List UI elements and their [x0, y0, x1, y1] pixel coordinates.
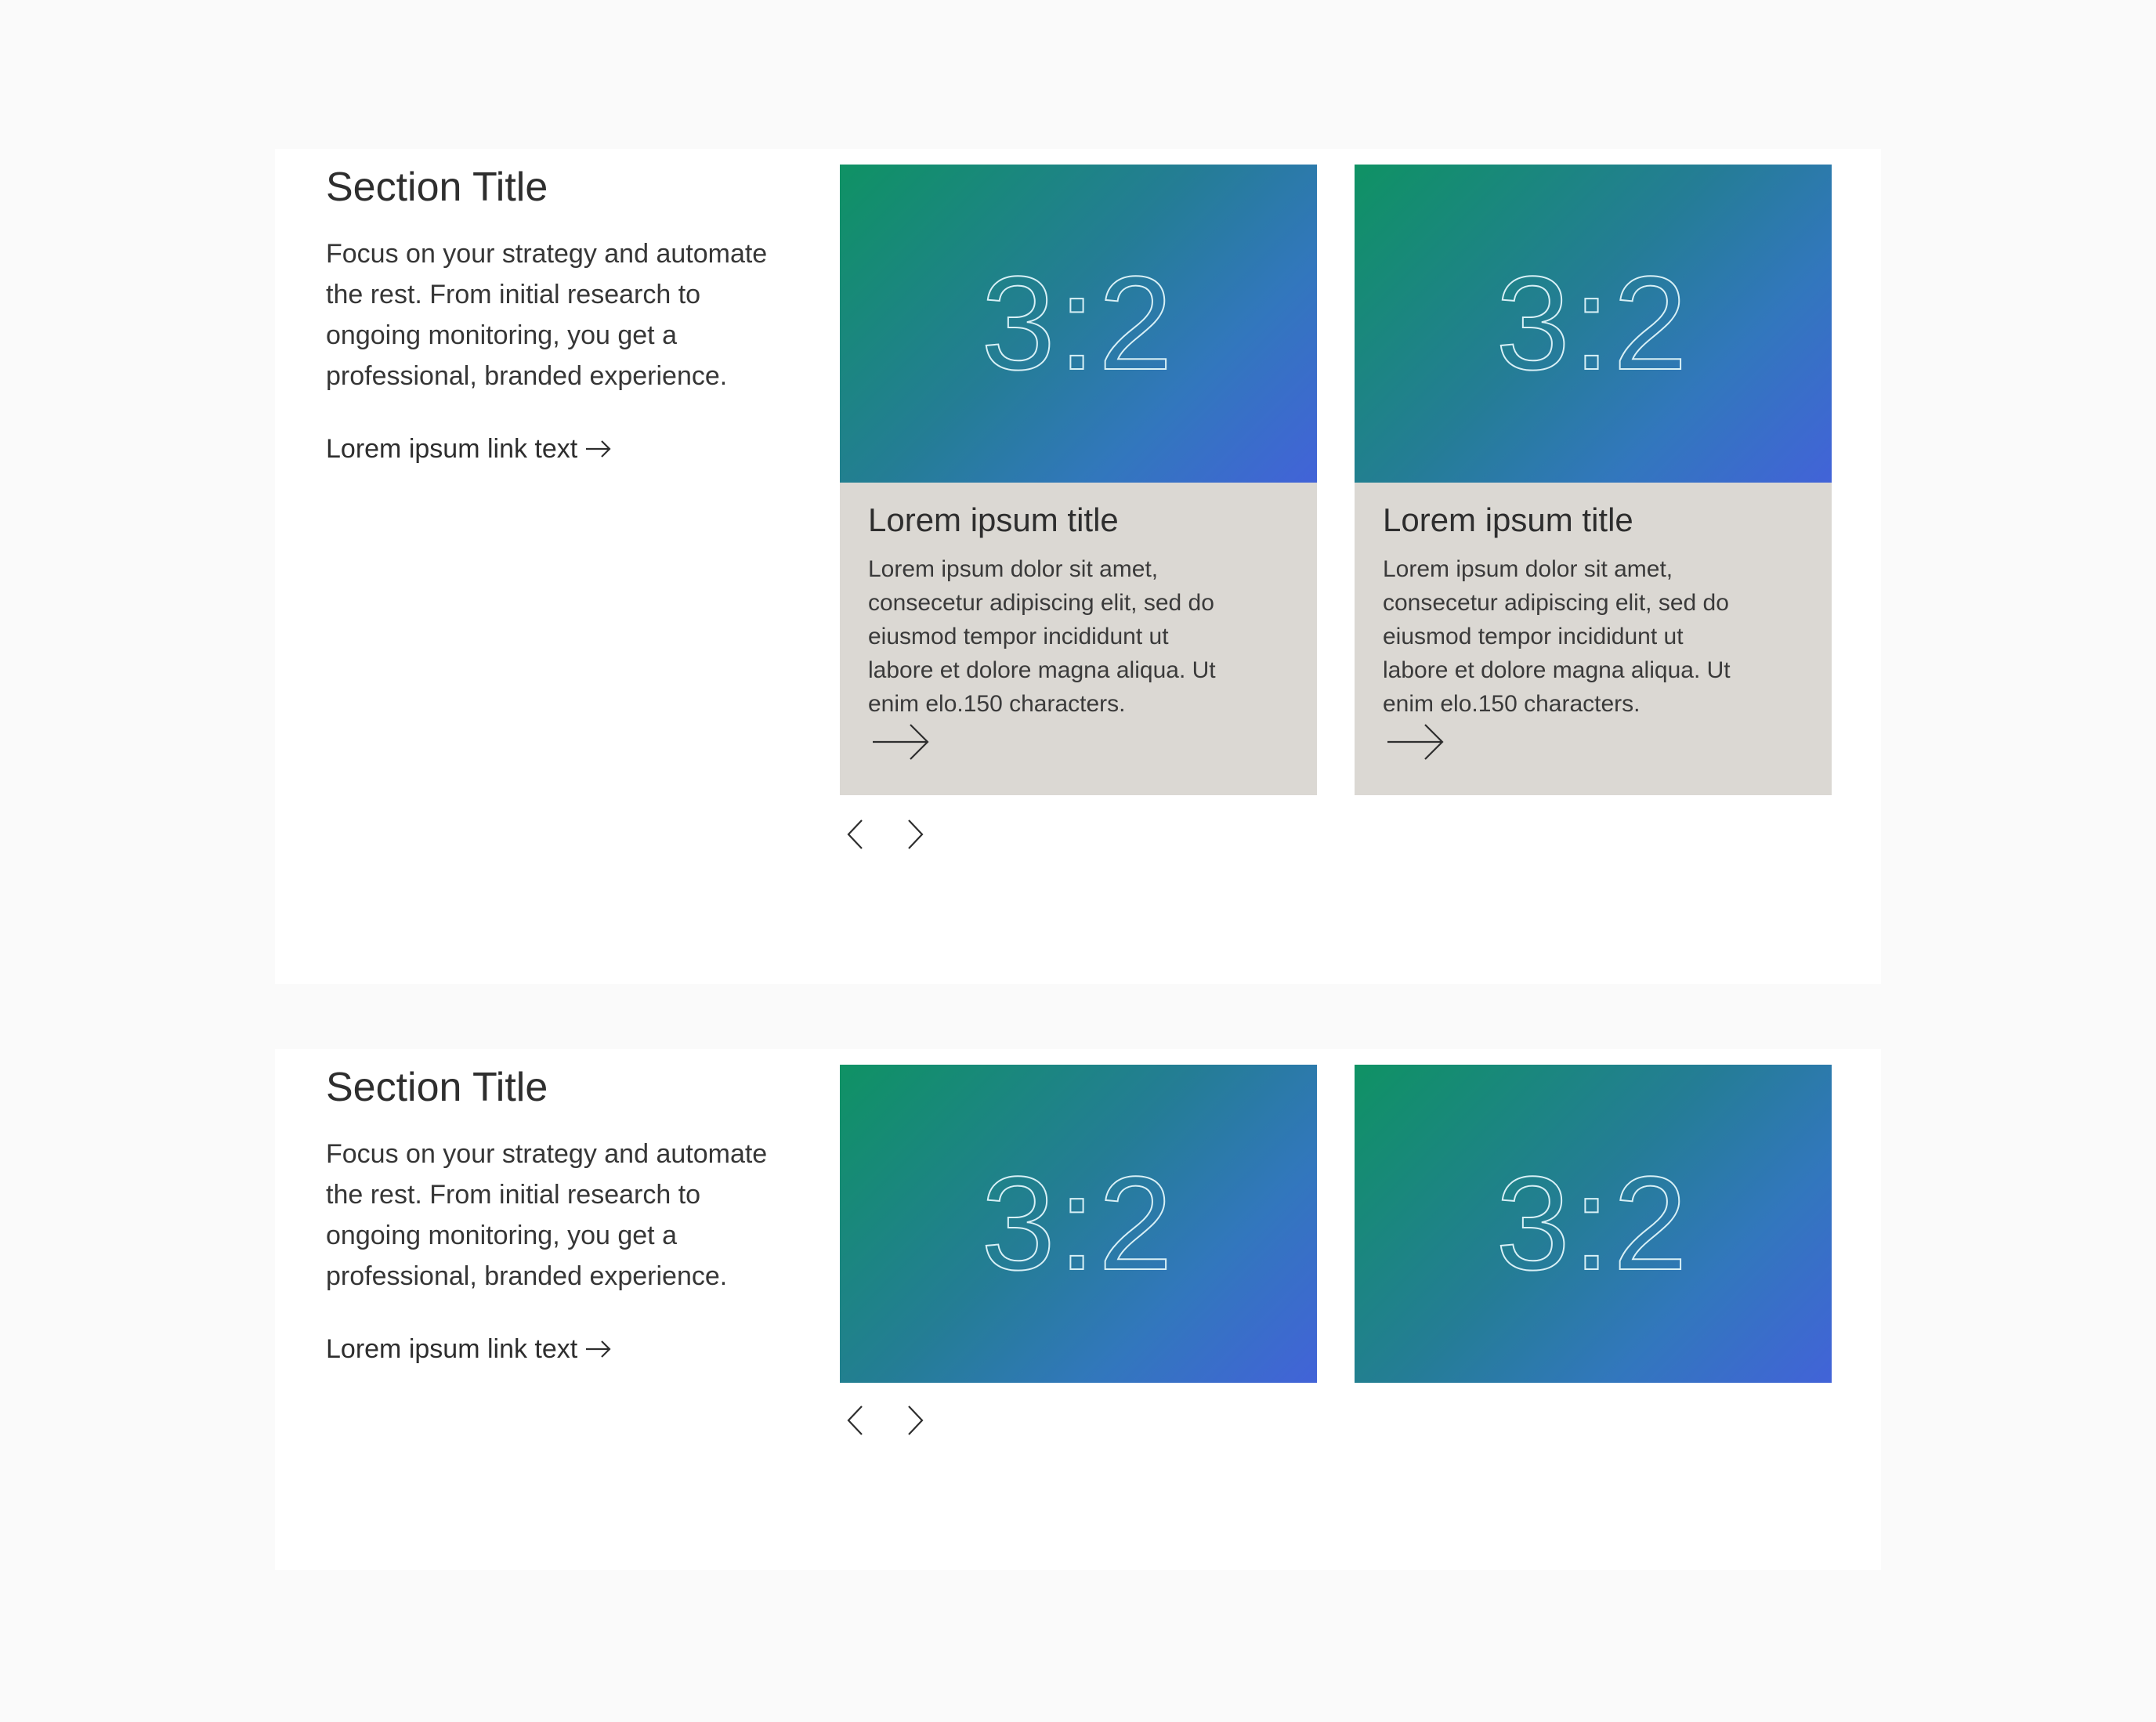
card-body — [1355, 483, 1832, 721]
arrow-right-icon[interactable] — [1386, 722, 1445, 762]
card-image-placeholder — [840, 1065, 1317, 1383]
card[interactable] — [840, 165, 1317, 795]
carousel-nav — [840, 816, 931, 852]
section-link[interactable] — [326, 434, 612, 465]
carousel-next-button[interactable] — [901, 1402, 931, 1438]
carousel-prev-button[interactable] — [840, 1402, 870, 1438]
section-link-label: Lorem ipsum link text — [326, 1333, 578, 1364]
chevron-right-icon — [907, 819, 924, 850]
carousel-prev-button[interactable] — [840, 816, 870, 852]
aspect-ratio-label: 3:2 — [1496, 1149, 1691, 1298]
section-intro — [326, 1065, 796, 1365]
content-section-2 — [275, 1049, 1881, 1570]
card-image[interactable] — [1355, 1065, 1832, 1383]
chevron-right-icon — [907, 1405, 924, 1436]
card-image-placeholder — [1355, 1065, 1832, 1383]
section-description: Focus on your strategy and automate the rest. From initial research to ongoing monitoring, you get a professional, branded experience. — [326, 1138, 768, 1291]
arrow-right-icon[interactable] — [871, 722, 931, 762]
aspect-ratio-label: 3:2 — [981, 1149, 1176, 1298]
carousel-next-button[interactable] — [901, 816, 931, 852]
section-title: Section Title — [326, 165, 548, 210]
card-image[interactable] — [840, 1065, 1317, 1383]
card-title: Lorem ipsum title — [868, 501, 1119, 538]
section-link[interactable] — [326, 1334, 612, 1365]
card-body — [840, 483, 1317, 721]
aspect-ratio-label: 3:2 — [981, 249, 1176, 398]
chevron-left-icon — [846, 1405, 863, 1436]
section-description: Focus on your strategy and automate the rest. From initial research to ongoing monitoring, you get a professional, branded experience. — [326, 238, 768, 391]
section-intro — [326, 165, 796, 465]
section-link-label: Lorem ipsum link text — [326, 433, 578, 464]
aspect-ratio-label: 3:2 — [1496, 249, 1691, 398]
card-image-placeholder — [1355, 165, 1832, 483]
card[interactable] — [1355, 165, 1832, 795]
arrow-right-icon — [585, 1340, 612, 1358]
carousel-nav — [840, 1402, 931, 1438]
arrow-right-icon — [585, 440, 612, 458]
chevron-left-icon — [846, 819, 863, 850]
card-image-placeholder — [840, 165, 1317, 483]
card-title: Lorem ipsum title — [1383, 501, 1633, 538]
content-section-1 — [275, 149, 1881, 984]
card-text: Lorem ipsum dolor sit amet, consecetur adipiscing elit, sed do eiusmod tempor incididunt ut labore et dolore magna aliqua. Ut enim elo.150 characters. — [868, 555, 1216, 717]
card-text: Lorem ipsum dolor sit amet, consecetur adipiscing elit, sed do eiusmod tempor incididunt ut labore et dolore magna aliqua. Ut enim elo.150 characters. — [1383, 555, 1731, 717]
section-title: Section Title — [326, 1065, 548, 1110]
